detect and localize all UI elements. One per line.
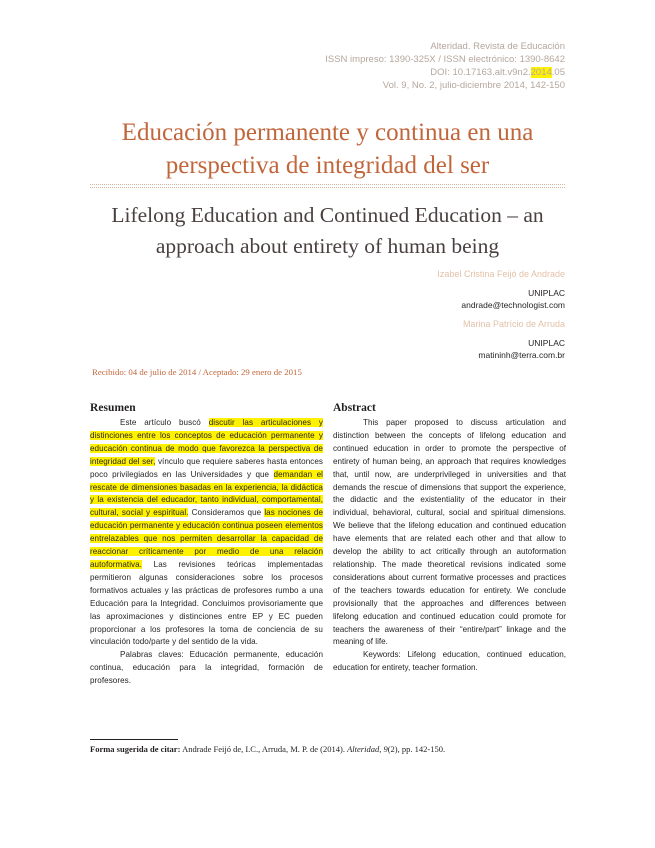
doi-line [265,66,565,79]
resumen-text: Este artículo buscó [120,418,209,427]
resumen-heading: Resumen [90,402,136,414]
title-english-line-2: approach about entirety of human being [155,234,500,258]
author-affiliation: UNIPLAC [528,288,565,298]
highlight: las nociones de educación permanente y educación continua poseen elementos entrelazables que nos permiten desarrollar la capacidad de reaccionar críticamente por medio de una relación autoformativa. [90,508,323,569]
doi-prefix: DOI: 10.17163.alt.v9n2. [430,67,531,78]
abstract-paragraph: This paper proposed to discuss articulation and distinction between the concepts of lifelong education and continued education in order to promote the perspective of entirety of human being, an approach that requires knowledges that, until now, are underprivileged in universities and that demands the rescue of dimensions that support the experience, the didactic and the existentiality of the educator in their individual, behavioral, cultural, social and spiritual dimensions. We believe that the lifelong education and continued education have elements that are related each other and that allow to develop the ability to act critically through an autoformation relationship. The made theoretical revisions indicated some considerations about current formative processes and practices of the teachers towards education for entirety. We conclude provisionally that the approaches and differences between lifelong education and continued education could promote for teachers the awareness of their “entire/part” linkage and the meaning of life. [333,418,566,647]
author-affiliation: UNIPLAC [528,338,565,348]
resumen-text: Consideramos que [188,508,265,518]
resumen-keywords: Palabras claves: Educación permanente, educación continua, educación para la integridad, formación de profesores. [90,650,323,686]
author-email[interactable]: andrade@technologist.com [461,300,565,310]
suggested-citation [90,744,445,754]
footnote-divider [90,739,178,740]
title-english-line-1: Lifelong Education and Continued Education – an [111,203,544,227]
resumen-text: vínculo que requiere saberes hasta entonces poco privilegiados en las Universidades y que [90,456,323,479]
volume-line: Vol. 9, No. 2, julio-diciembre 2014, 142-150 [382,80,565,91]
author-email[interactable]: matininh@terra.com.br [478,350,565,360]
citation-separator: , [379,744,384,754]
issn-line: ISSN impreso: 1390-325X / ISSN electrónico: 1390-8642 [325,54,565,65]
resumen-paragraph [90,417,323,649]
abstract-column [333,401,566,675]
citation-label: Forma sugerida de citar: [90,744,181,754]
title-english [60,200,595,262]
author-name: Izabel Cristina Feijó de Andrade [437,269,565,279]
journal-name: Alteridad. Revista de Educación [430,41,565,52]
title-spanish [60,116,595,182]
citation-pages: (2), pp. 142-150. [387,744,446,754]
doi-suffix: .05 [551,67,565,78]
doi-year-highlight: 2014 [530,67,552,78]
resumen-text: Las revisiones teóricas implementadas permitieron algunas consideraciones sobre los procesos formativos actuales y las prácticas de profesores rumbo a una Educación para la Integridad. Concluimos provisoriamente que las aproximaciones y distinciones entre EP y EC pueden proporcionar a los profesores la toma de conciencia de su vinculación todo/parte y del sentido de la vida. [90,559,323,647]
abstract-keywords: Keywords: Lifelong education, continued education, education for entirety, teacher formation. [333,650,566,673]
author-name: Marina Patrício de Arruda [462,319,565,329]
citation-journal: Alteridad [347,744,380,754]
highlight: discutir las articulaciones y distinciones entre los conceptos de educación permanente y educación continua de modo que favorezca la perspectiva de integridad del ser, [90,418,323,466]
citation-volume: 9 [383,744,388,754]
resumen-column [90,401,323,688]
title-divider-secondary [90,187,565,188]
journal-header [265,40,565,92]
received-accepted-dates: Recibido: 04 de julio de 2014 / Aceptado: 29 enero de 2015 [92,367,302,377]
citation-authors: Andrade Feijó de, I.C., Arruda, M. P. de (2014). [180,744,348,754]
title-spanish-line-1: Educación permanente y continua en una [121,119,534,146]
title-spanish-line-2: perspectiva de integridad del ser [165,152,490,179]
highlight: demandan el rescate de dimensiones basadas en la experiencia, la didáctica y la existencia del educador, tanto individual, comportamental, cultural, social y espiritual. [90,469,323,518]
author-block [437,268,565,311]
title-divider [90,184,565,185]
author-block [463,318,565,361]
abstract-heading: Abstract [333,402,376,414]
